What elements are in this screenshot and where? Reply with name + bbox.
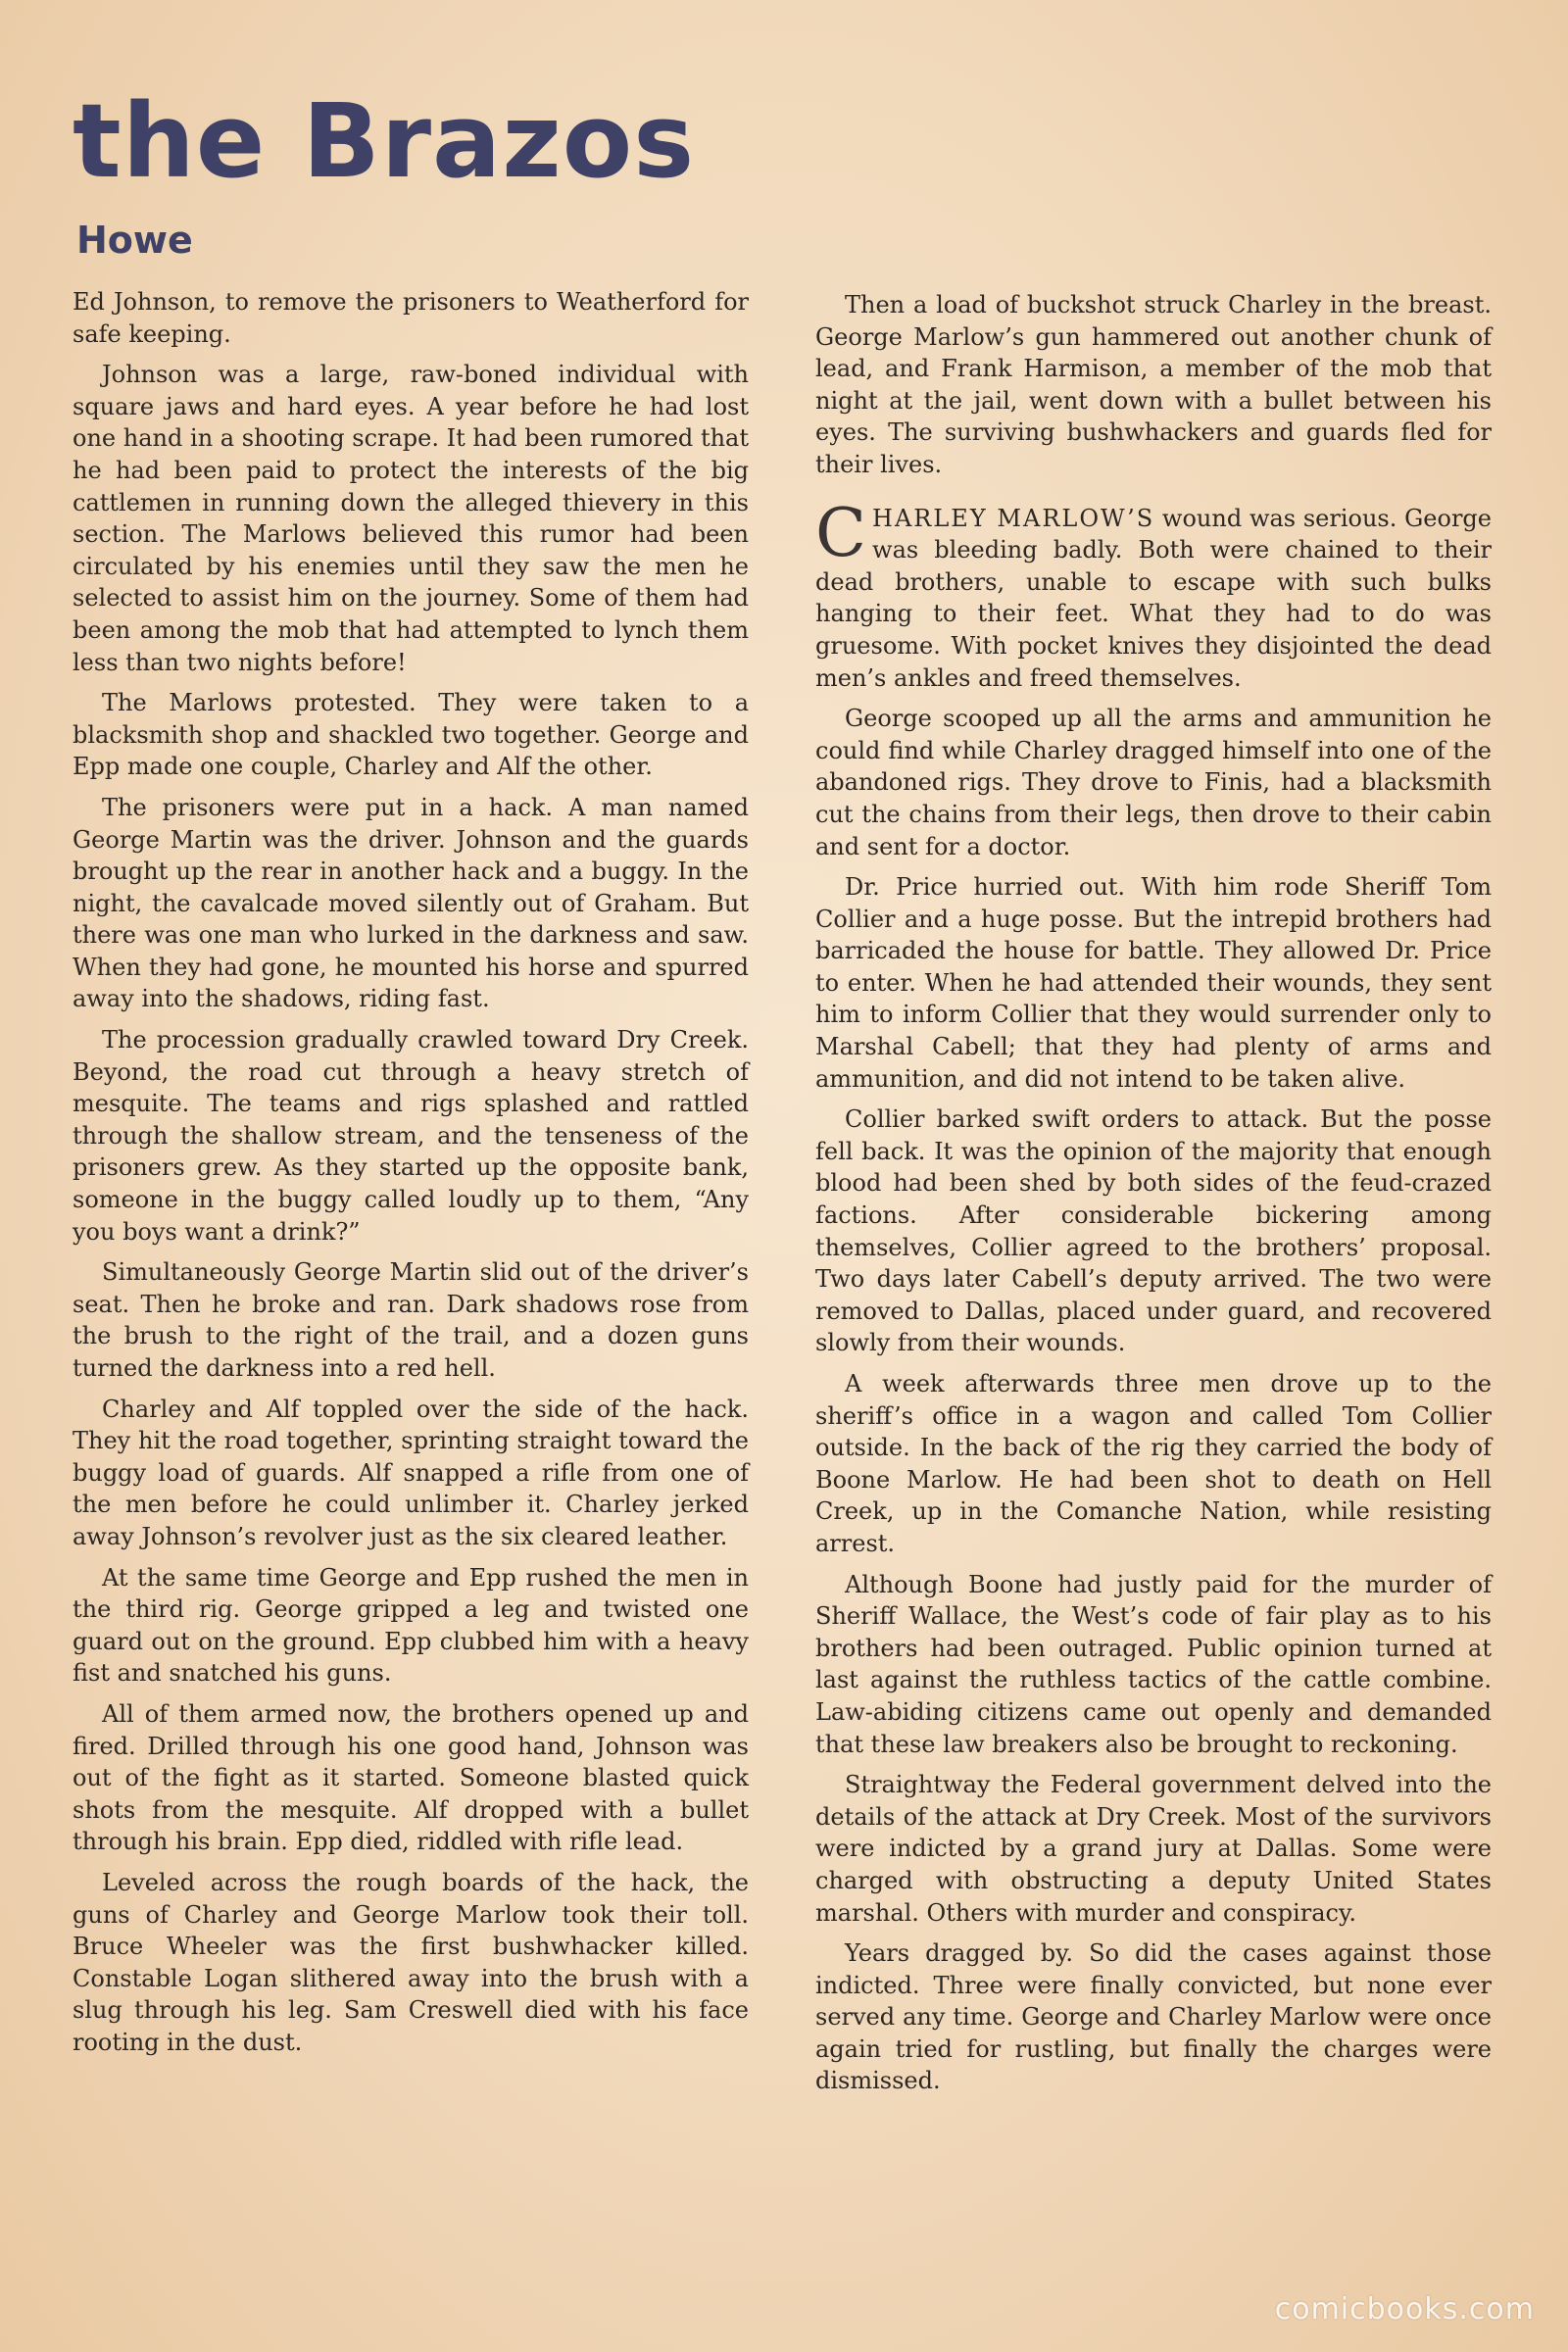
paragraph: All of them armed now, the brothers opened up and fired. Drilled through his one good hand, Johnson was out of the fight as it started. Someone blasted quick shots from the mesquite. Alf dropped with a bullet through his brain. Epp died, riddled with rifle lead. xyxy=(73,1699,749,1856)
paragraph: George scooped up all the arms and ammunition he could find while Charley dragged himself into one of the abandoned rigs. They drove to Finis, had a blacksmith cut the chains from their legs, then drove to their cabin and sent for a doctor. xyxy=(815,705,1492,860)
paragraph: Johnson was a large, raw-boned individual with square jaws and hard eyes. A year before he had lost one hand in a shooting scrape. It had been rumored that he had been paid to protect the interests of the big cattlemen in running down the alleged thievery in this section. The Marlows believed this rumor had been circulated by his enemies until they saw the men he selected to assist him on the journey. Some of them had been among the mob that had attempted to lynch them less than two nights before! xyxy=(73,361,749,676)
paragraph: Ed Johnson, to remove the prisoners to Weatherford for safe keeping. xyxy=(73,288,749,348)
site-watermark: comicbooks.com xyxy=(1274,2292,1535,2327)
paragraph: Simultaneously George Martin slid out of the driver’s seat. Then he broke and ran. Dark shadows rose from the brush to the right of the trail, and a dozen guns turned the darkness into a red hell. xyxy=(73,1258,749,1382)
paragraph: Straightway the Federal government delved into the details of the attack at Dry Creek. Most of the survivors were indicted by a grand jury at Dallas. Some were charged with obstructing a deputy United States marshal. Others with murder and conspiracy. xyxy=(815,1771,1492,1927)
paragraph: Years dragged by. So did the cases against those indicted. Three were finally convicted, but none ever served any time. George and Charley Marlow were once again tried for rustling, but finally the charges were dismissed. xyxy=(815,1939,1492,2095)
paragraph: Collier barked swift orders to attack. But the posse fell back. It was the opinion of the majority that enough blood had been shed by both sides of the feud-crazed factions. After considerable bickering among themselves, Collier agreed to the brothers’ proposal. Two days later Cabell’s deputy arrived. The two were removed to Dallas, placed under guard, and recovered slowly from their wounds. xyxy=(815,1105,1492,1357)
dropcap-body-text: wound was serious. George was bleeding badly. Both were chained to their dead brothers, unable to escape with such bulks hanging to their feet. What they had to do was gruesome. With pocket knives they disjointed the dead men’s ankles and freed themselves. xyxy=(815,504,1492,692)
author-byline: Howe xyxy=(76,219,193,262)
paragraph: A week afterwards three men drove up to the sheriff’s office in a wagon and called Tom Collier outside. In the back of the rig they carried the body of Boone Marlow. He had been shot to death on Hell Creek, up in the Comanche Nation, while resisting arrest. xyxy=(815,1370,1492,1557)
right-column xyxy=(815,289,1492,2106)
paragraph: Charley and Alf toppled over the side of the hack. They hit the road together, sprinting straight toward the buggy load of guards. Alf snapped a rifle from one of the men before he could unlimber it. Charley jerked away Johnson’s revolver just as the six cleared leather. xyxy=(73,1395,749,1550)
paragraph: Although Boone had justly paid for the murder of Sheriff Wallace, the West’s code of fair play as to his brothers had been outraged. Public opinion turned at last against the ruthless tactics of the cattle combine. Law-abiding citizens came out openly and demanded that these law breakers also be brought to reckoning. xyxy=(815,1570,1492,1758)
left-column xyxy=(73,286,749,2067)
paragraph: The prisoners were put in a hack. A man named George Martin was the driver. Johnson and the guards brought up the rear in another hack and a buggy. In the night, the cavalcade moved silently out of Graham. But there was one man who lurked in the darkness and saw. When they had gone, he mounted his horse and spurred away into the shadows, riding fast. xyxy=(73,793,749,1013)
paragraph: Leveled across the rough boards of the hack, the guns of Charley and George Marlow took their toll. Bruce Wheeler was the first bushwhacker killed. Constable Logan slithered away into the brush with a slug through his leg. Sam Creswell died with his face rooting in the dust. xyxy=(73,1868,749,2056)
story-title: the Brazos xyxy=(73,81,696,201)
drop-cap-letter: C xyxy=(815,494,867,572)
paragraph: The Marlows protested. They were taken to a blacksmith shop and shackled two together. George and Epp made one couple, Charley and Alf the other. xyxy=(73,689,749,781)
paragraph: At the same time George and Epp rushed the men in the third rig. George gripped a leg and twisted one guard out on the ground. Epp clubbed him with a heavy fist and snatched his guns. xyxy=(73,1563,749,1688)
paragraph: Then a load of buckshot struck Charley in the breast. George Marlow’s gun hammered out another chunk of lead, and Frank Harmison, a member of the mob that night at the jail, went down with a bullet between his eyes. The surviving bushwhackers and guards fled for their lives. xyxy=(815,291,1492,478)
paragraph: Dr. Price hurried out. With him rode Sheriff Tom Collier and a huge posse. But the intrepid brothers had barricaded the house for battle. They allowed Dr. Price to enter. When he had attended their wounds, they sent him to inform Collier that they would surrender only to Marshal Cabell; that they had plenty of arms and ammunition, and did not intend to be taken alive. xyxy=(815,873,1492,1093)
paragraph: The procession gradually crawled toward Dry Creek. Beyond, the road cut through a heavy stretch of mesquite. The teams and rigs splashed and rattled through the shallow stream, and the tenseness of the prisoners grew. As they started up the opposite bank, someone in the buggy called loudly up to them, “Any you boys want a drink?” xyxy=(73,1026,749,1246)
dropcap-paragraph xyxy=(815,494,1492,695)
dropcap-lead-text: HARLEY MARLOW’S xyxy=(872,504,1155,532)
